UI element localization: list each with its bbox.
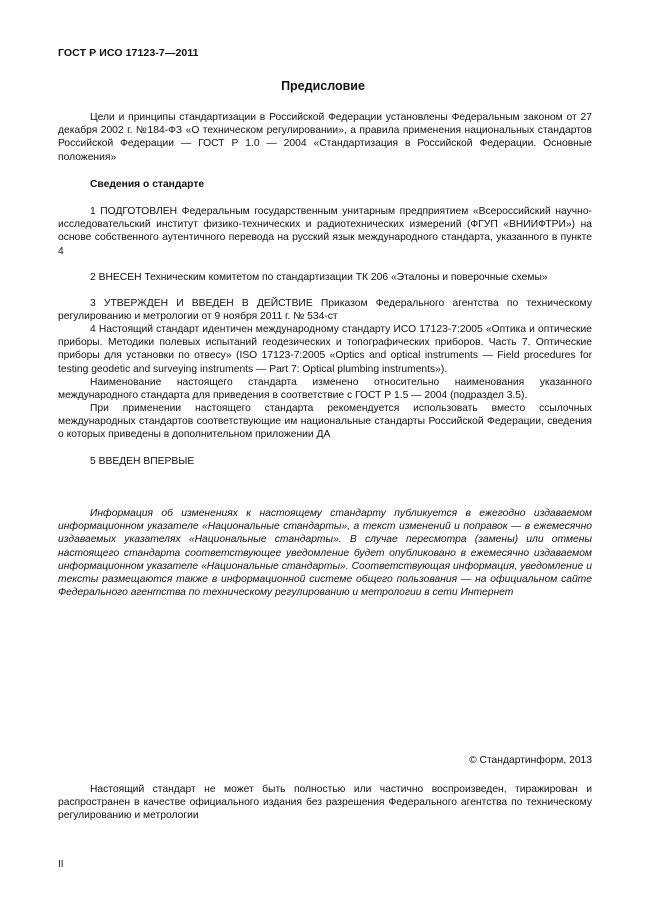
item-5-first-introduced: 5 ВВЕДЕН ВПЕРВЫЕ bbox=[90, 456, 195, 467]
page-title: Предисловие bbox=[281, 79, 365, 93]
item-1-prepared: 1 ПОДГОТОВЛЕН Федеральным государственным унитарным предприятием «Всероссийский научно-исследовательский институт физико-технических и радиотехнических измерений (ФГУП «ВНИИФТРИ») на основе собственного аутентичного перевода на русский язык международного стандарта, указанного в пункте 4 bbox=[58, 206, 592, 257]
reproduction-notice: Настоящий стандарт не может быть полностью или частично воспроизведен, тиражирован и распространен в качестве официального издания без разрешения Федерального агентства по техническому регулированию и метрологии bbox=[58, 784, 592, 822]
page-number: II bbox=[58, 859, 64, 870]
document-code: ГОСТ Р ИСО 17123-7—2011 bbox=[58, 47, 199, 59]
item-4-usage-note: При применении настоящего стандарта рекомендуется использовать вместо ссылочных международных стандартов соответствующие им национальные стандарты Российской Федерации, сведения о которых приведены в дополнительном приложении ДА bbox=[58, 403, 592, 441]
item-4-identical: 4 Настоящий стандарт идентичен международному стандарту ИСО 17123-7:2005 «Оптика и оптические приборы. Методики полевых испытаний геодезических и топографических приборов. Часть 7. Оптические приборы для установки по отвесу» (ISO 17123-7:2005 «Optics and optical instruments — Field procedures for testing geodetic and surveying instruments — Part 7: Optical plumbing instruments»). bbox=[58, 324, 592, 375]
changes-notice: Информация об изменениях к настоящему стандарту публикуется в ежегодно издаваемом информационном указателе «Национальные стандарты», а текст изменений и поправок — в ежемесячно издаваемых указателях «Национальные стандарты». В случае пересмотра (замены) или отмены настоящего стандарта соответствующее уведомление будет опубликовано в ежемесячно издаваемом информационном указателе «Национальные стандарты». Соответствующая информация, уведомление и тексты размещаются также в информационной системе общего пользования — на официальном сайте Федерального агентства по техническому регулированию и метрологии в сети Интернет bbox=[58, 508, 592, 599]
intro-paragraph: Цели и принципы стандартизации в Российской Федерации установлены Федеральным законом от 27 декабря 2002 г. №184-ФЗ «О техническом регулировании», а правила применения национальных стандартов Российской Федерации — ГОСТ Р 1.0 — 2004 «Стандартизация в Российской Федерации. Основные положения» bbox=[58, 112, 592, 163]
item-4-name-note: Наименование настоящего стандарта изменено относительно наименования указанного международного стандарта для приведения в соответствие с ГОСТ Р 1.5 — 2004 (подраздел 3.5). bbox=[58, 377, 592, 402]
section-heading: Сведения о стандарте bbox=[90, 179, 205, 190]
item-2-submitted: 2 ВНЕСЕН Техническим комитетом по стандартизации ТК 206 «Эталоны и поверочные схемы» bbox=[90, 272, 548, 283]
copyright: © Стандартинформ, 2013 bbox=[469, 755, 592, 766]
item-3-approved: 3 УТВЕРЖДЕН И ВВЕДЕН В ДЕЙСТВИЕ Приказом Федерального агентства по техническому регулированию и метрологии от 9 ноября 2011 г. № 534-ст bbox=[58, 298, 592, 323]
